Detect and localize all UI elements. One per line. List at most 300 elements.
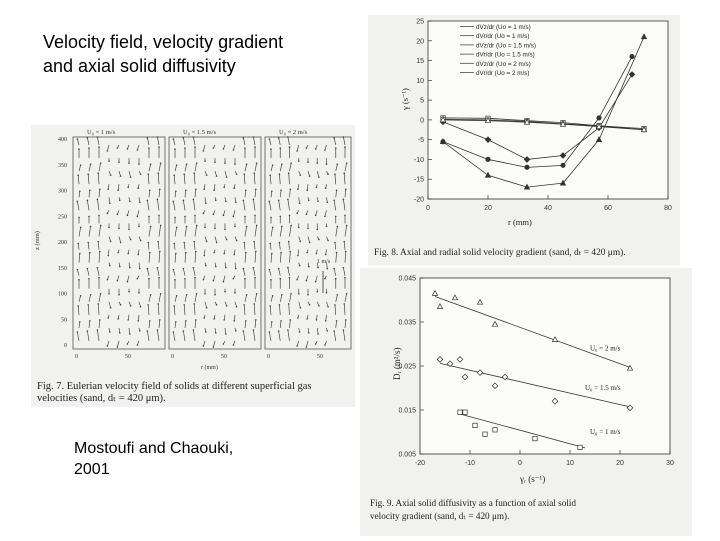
fig8-data-point: [561, 163, 565, 167]
fig7-arrow-head: [236, 306, 238, 308]
fig7-velocity-arrow: [148, 174, 149, 184]
fig7-arrow-head: [327, 173, 329, 175]
fig7-arrow-head: [183, 268, 185, 270]
fig7-arrow-head: [245, 189, 247, 191]
fig7-arrow-head: [216, 175, 218, 177]
fig7-arrow-head: [158, 215, 160, 217]
fig7-arrow-head: [139, 268, 141, 270]
fig7-arrow-head: [270, 217, 272, 219]
fig7-arrow-head: [147, 137, 149, 139]
fig8-data-point: [597, 116, 601, 120]
fig7-arrow-head: [335, 216, 337, 218]
fig7-arrow-head: [223, 215, 225, 217]
fig7-velocity-arrow: [288, 199, 290, 210]
fig7-arrow-head: [97, 267, 99, 269]
fig7-arrow-head: [129, 333, 131, 335]
fig7-arrow-head: [326, 163, 328, 165]
fig7-velocity-arrow: [225, 171, 227, 177]
fig7-x-axis-label: r (mm): [201, 365, 218, 371]
fig7-arrow-head: [87, 304, 89, 306]
fig7-arrow-head: [281, 294, 283, 296]
fig7-arrow-head: [308, 332, 310, 334]
fig7-arrow-head: [194, 146, 196, 148]
fig7-arrow-head: [215, 332, 217, 334]
fig7-velocity-arrow: [87, 138, 89, 145]
fig7-velocity-arrow: [149, 190, 150, 197]
fig7-velocity-arrow: [243, 200, 245, 210]
fig7-arrow-head: [300, 174, 302, 176]
fig7-velocity-arrow: [185, 295, 187, 302]
fig7-velocity-arrow: [279, 200, 281, 210]
fig7-velocity-arrow: [88, 174, 89, 184]
slide-title-line-1: Velocity field, velocity gradient: [43, 32, 284, 52]
fig7-velocity-arrow: [194, 304, 195, 315]
fig7-arrow-head: [253, 172, 255, 174]
fig7-velocity-arrow: [195, 189, 196, 197]
fig7-x-tick: 50: [317, 354, 323, 360]
fig7-velocity-arrow: [279, 305, 280, 315]
fig7-velocity-arrow: [335, 305, 336, 315]
fig7-velocity-arrow: [269, 201, 271, 210]
fig7-velocity-arrow: [195, 320, 196, 328]
fig7-arrow-head: [206, 241, 208, 243]
fig7-arrow-head: [147, 242, 149, 244]
fig7-velocity-arrow: [175, 165, 177, 171]
fig7-arrow-head: [205, 265, 207, 267]
fig7-arrow-head: [279, 278, 281, 280]
fig7-velocity-arrow: [270, 306, 271, 315]
fig7-velocity-arrow: [89, 190, 90, 197]
fig9-x-tick-label: -20: [414, 460, 426, 467]
fig7-velocity-arrow: [334, 331, 336, 341]
fig7-arrow-head: [107, 213, 109, 215]
fig7-velocity-arrow: [336, 226, 338, 236]
fig8-x-tick-label: 40: [544, 205, 552, 212]
fig7-arrow-head: [306, 214, 308, 216]
fig7-velocity-arrow: [203, 145, 205, 151]
fig7-caption-line-2: velocities (sand, dₜ = 420 μm).: [37, 393, 166, 404]
slide-title-line-2: and axial solid diffusivity: [43, 56, 236, 76]
fig7-velocity-arrow: [345, 189, 346, 197]
fig8-y-tick-label: 20: [416, 38, 424, 46]
fig9-data-point: [463, 410, 467, 414]
fig7-velocity-arrow: [213, 341, 215, 347]
fig7-velocity-arrow: [271, 254, 272, 263]
fig7-arrow-head: [256, 293, 258, 295]
fig7-velocity-arrow: [79, 322, 80, 328]
fig7-arrow-head: [77, 174, 79, 176]
fig7-arrow-head: [296, 150, 298, 152]
fig7-velocity-arrow: [253, 199, 255, 210]
fig7-velocity-arrow: [255, 189, 256, 197]
fig7-velocity-arrow: [98, 242, 99, 250]
fig9-data-point: [533, 436, 537, 440]
fig7-arrow-head: [185, 189, 187, 191]
fig7-velocity-arrow: [288, 330, 290, 341]
fig8-legend-entry: dVz/dr (Uo = 2 m/s): [476, 60, 531, 68]
fig7-arrow-head: [346, 225, 348, 227]
fig7-arrow-head: [90, 163, 92, 165]
fig7-arrow-head: [108, 160, 110, 162]
fig7-arrow-head: [147, 200, 149, 202]
fig7-velocity-arrow: [184, 305, 185, 315]
fig7-velocity-arrow: [254, 242, 255, 250]
fig8-x-tick-label: 60: [604, 205, 612, 212]
fig7-arrow-head: [150, 226, 152, 228]
fig7-arrow-head: [118, 161, 120, 163]
fig7-arrow-head: [288, 172, 290, 174]
fig7-arrow-head: [234, 226, 236, 228]
fig7-arrow-head: [203, 255, 205, 257]
fig7-arrow-head: [345, 319, 347, 321]
fig7-arrow-head: [150, 163, 152, 165]
fig7-y-tick: 350: [58, 162, 67, 169]
fig7-arrow-head: [79, 321, 81, 323]
fig7-velocity-arrow: [159, 189, 160, 197]
fig7-velocity-arrow: [149, 253, 150, 263]
fig7-arrow-head: [159, 251, 161, 253]
fig7-arrow-head: [213, 318, 215, 320]
fig7-arrow-head: [89, 189, 91, 191]
fig7-arrow-head: [244, 278, 246, 280]
fig7-arrow-head: [335, 278, 337, 280]
fig7-arrow-head: [269, 138, 271, 140]
fig7-velocity-arrow: [99, 163, 101, 171]
fig7-arrow-head: [203, 150, 205, 152]
fig7-arrow-head: [117, 214, 119, 216]
fig7-velocity-arrow: [345, 252, 346, 263]
fig7-velocity-arrow: [244, 174, 245, 184]
fig7-arrow-head: [344, 277, 346, 279]
fig7-arrow-head: [157, 267, 159, 269]
fig7-arrow-head: [157, 199, 159, 201]
fig7-arrow-head: [309, 304, 311, 306]
fig7-velocity-arrow: [77, 332, 79, 341]
fig7-velocity-arrow: [173, 139, 175, 145]
fig7-arrow-head: [246, 294, 248, 296]
fig7-arrow-head: [278, 268, 280, 270]
fig7-x-tick: 50: [125, 354, 131, 360]
fig7-velocity-arrow: [119, 236, 121, 242]
fig7-arrow-head: [203, 345, 205, 347]
fig7-velocity-arrow: [173, 270, 175, 276]
fig7-arrow-head: [195, 319, 197, 321]
fig8-y-tick-label: 25: [416, 18, 424, 26]
fig7-arrow-head: [117, 147, 119, 149]
fig7-arrow-head: [336, 252, 338, 254]
fig7-arrow-head: [298, 293, 300, 295]
fig9-y-tick-label: 0.025: [398, 363, 416, 371]
fig7-velocity-arrow: [290, 320, 291, 328]
fig7-velocity-arrow: [193, 268, 195, 276]
fig7-arrow-head: [255, 188, 257, 190]
fig7-arrow-head: [253, 329, 255, 331]
fig7-arrow-head: [269, 243, 271, 245]
fig7-arrow-head: [127, 343, 129, 345]
fig7-velocity-arrow: [344, 173, 345, 184]
fig7-arrow-head: [108, 293, 110, 295]
fig7-velocity-arrow: [223, 276, 225, 282]
fig9-caption-line-1: Fig. 9. Axial solid diffusivity as a function of axial solid: [370, 498, 577, 508]
fig7-velocity-arrow: [335, 174, 336, 184]
fig7-velocity-arrow: [254, 304, 255, 315]
fig8-y-tick-label: 0: [420, 117, 424, 125]
fig7-velocity-arrow: [245, 164, 247, 171]
fig7-velocity-arrow: [79, 227, 81, 236]
fig7-velocity-arrow: [79, 296, 81, 302]
fig7-arrow-head: [335, 147, 337, 149]
fig9-y-tick-label: 0.035: [398, 319, 416, 327]
fig7-arrow-head: [98, 277, 100, 279]
fig7-arrow-head: [233, 187, 235, 189]
fig7-velocity-arrow: [97, 268, 99, 276]
fig7-arrow-head: [254, 146, 256, 148]
fig7-velocity-arrow: [215, 236, 217, 242]
fig7-arrow-head: [306, 280, 308, 282]
fig7-arrow-head: [138, 163, 140, 165]
fig7-velocity-arrow: [290, 294, 292, 302]
fig7-arrow-head: [253, 136, 255, 138]
fig7-arrow-head: [184, 216, 186, 218]
fig7-arrow-head: [193, 172, 195, 174]
fig7-x-tick: 0: [171, 354, 174, 360]
fig7-velocity-arrow: [149, 321, 150, 328]
fig7-arrow-head: [225, 267, 227, 269]
fig7-arrow-head: [245, 320, 247, 322]
fig7-y-tick: 300: [58, 188, 67, 195]
fig7-arrow-head: [80, 295, 82, 297]
fig7-arrow-head: [224, 229, 226, 231]
fig7-arrow-head: [290, 293, 292, 295]
fig7-arrow-head: [137, 344, 139, 346]
fig7-velocity-arrow: [245, 190, 246, 197]
fig7-velocity-arrow: [306, 341, 308, 347]
fig7-arrow-head: [109, 331, 111, 333]
fig7-arrow-head: [287, 329, 289, 331]
fig7-arrow-head: [79, 190, 81, 192]
fig7-arrow-head: [88, 216, 90, 218]
fig7-velocity-arrow: [279, 269, 281, 276]
fig7-arrow-head: [327, 268, 329, 270]
fig7-velocity-arrow: [99, 294, 101, 302]
fig7-arrow-head: [289, 277, 291, 279]
fig7-arrow-head: [279, 304, 281, 306]
fig7-arrow-head: [316, 186, 318, 188]
fig7-velocity-arrow: [157, 330, 159, 341]
fig7-arrow-head: [327, 201, 329, 203]
fig7-arrow-head: [334, 173, 336, 175]
fig9-data-point: [473, 423, 477, 427]
fig7-velocity-arrow: [345, 294, 347, 302]
fig7-velocity-arrow: [234, 315, 235, 321]
fig7-arrow-head: [130, 305, 132, 307]
fig7-arrow-head: [204, 293, 206, 295]
fig7-arrow-head: [343, 172, 345, 174]
fig7-arrow-head: [185, 252, 187, 254]
fig7-velocity-arrow: [289, 304, 290, 315]
fig7-velocity-arrow: [253, 330, 255, 341]
fig7-arrow-head: [279, 173, 281, 175]
fig7-arrow-head: [157, 241, 159, 243]
fig7-velocity-arrow: [117, 341, 119, 347]
fig7-velocity-arrow: [255, 252, 256, 263]
fig7-arrow-head: [233, 216, 235, 218]
fig7-arrow-head: [316, 162, 318, 164]
fig7-arrow-head: [80, 227, 82, 229]
fig7-arrow-head: [110, 241, 112, 243]
fig8-y-tick-label: 15: [416, 58, 424, 66]
fig7-velocity-arrow: [87, 269, 89, 276]
fig9-data-point: [483, 432, 487, 436]
fig7-arrow-head: [327, 240, 329, 242]
fig7-velocity-arrow: [77, 201, 79, 210]
fig7-arrow-head: [176, 295, 178, 297]
fig7-velocity-arrow: [253, 268, 255, 276]
fig7-arrow-head: [223, 319, 225, 321]
fig7-arrow-head: [344, 215, 346, 217]
fig8-legend-entry: dVz/dr (Uo = 1 m/s): [476, 24, 531, 31]
fig7-arrow-head: [296, 279, 298, 281]
fig7-arrow-head: [287, 267, 289, 269]
fig7-arrow-head: [78, 148, 80, 150]
fig7-arrow-head: [253, 199, 255, 201]
fig7-velocity-arrow: [185, 164, 187, 171]
fig7-arrow-head: [175, 321, 177, 323]
fig7-arrow-head: [308, 266, 310, 268]
fig7-velocity-arrow: [149, 164, 151, 171]
fig7-arrow-head: [224, 291, 226, 293]
fig7-x-tick: 0: [75, 354, 78, 360]
fig8-data-point: [630, 54, 634, 58]
fig7-arrow-head: [318, 239, 320, 241]
fig7-arrow-head: [175, 253, 177, 255]
fig7-arrow-head: [224, 162, 226, 164]
fig7-arrow-head: [174, 148, 176, 150]
fig7-arrow-head: [243, 200, 245, 202]
fig7-arrow-head: [137, 278, 139, 280]
fig7-velocity-arrow: [97, 199, 99, 210]
fig7-arrow-head: [334, 242, 336, 244]
fig7-arrow-head: [254, 215, 256, 217]
fig7-arrow-head: [137, 187, 139, 189]
fig7-arrow-head: [127, 253, 129, 255]
fig7-arrow-head: [100, 162, 102, 164]
fig7-arrow-head: [345, 251, 347, 253]
fig7-arrow-head: [253, 267, 255, 269]
fig7-arrow-head: [318, 176, 320, 178]
fig7-arrow-head: [346, 293, 348, 295]
fig7-velocity-arrow: [335, 243, 336, 250]
fig7-velocity-arrow: [78, 175, 79, 184]
fig7-velocity-arrow: [308, 236, 310, 242]
fig7-arrow-head: [176, 164, 178, 166]
fig7-arrow-head: [87, 242, 89, 244]
fig7-arrow-head: [343, 241, 345, 243]
fig7-arrow-head: [343, 303, 345, 305]
fig7-arrow-head: [173, 305, 175, 307]
fig7-velocity-arrow: [175, 227, 177, 236]
fig7-arrow-head: [271, 253, 273, 255]
fig7-velocity-arrow: [288, 137, 290, 145]
fig7-arrow-head: [223, 281, 225, 283]
fig7-arrow-head: [327, 306, 329, 308]
fig7-arrow-head: [148, 147, 150, 149]
fig8-x-tick-label: 20: [484, 205, 492, 212]
fig7-velocity-arrow: [79, 191, 80, 197]
fig7-velocity-arrow: [254, 173, 255, 184]
fig7-arrow-head: [120, 175, 122, 177]
fig7-arrow-head: [214, 294, 216, 296]
fig7-arrow-head: [280, 189, 282, 191]
fig7-arrow-head: [298, 160, 300, 162]
fig7-velocity-arrow: [159, 294, 161, 302]
fig7-arrow-head: [270, 148, 272, 150]
fig7-velocity-arrow: [288, 268, 290, 276]
fig7-arrow-head: [296, 213, 298, 215]
fig7-arrow-head: [269, 201, 271, 203]
fig7-arrow-head: [327, 330, 329, 332]
fig7-arrow-head: [233, 254, 235, 256]
fig7-arrow-head: [120, 304, 122, 306]
fig7-arrow-head: [147, 268, 149, 270]
fig7-arrow-head: [173, 243, 175, 245]
fig7-velocity-arrow: [269, 270, 271, 276]
fig7-arrow-head: [128, 229, 130, 231]
fig7-arrow-head: [287, 199, 289, 201]
fig7-velocity-arrow: [255, 163, 257, 171]
fig8-data-point: [486, 157, 490, 161]
fig8-legend-entry: dVr/dr (Uo = 1 m/s): [476, 33, 530, 41]
fig7-arrow-head: [326, 226, 328, 228]
fig7-arrow-head: [343, 199, 345, 201]
fig7-velocity-arrow: [148, 305, 149, 315]
fig7-arrow-head: [176, 227, 178, 229]
fig7-velocity-arrow: [78, 306, 79, 315]
fig8-y-tick-label: 10: [416, 77, 424, 85]
fig7-velocity-arrow: [316, 276, 318, 282]
fig7-velocity-arrow: [193, 137, 195, 145]
fig7-velocity-arrow: [245, 321, 246, 328]
fig7-arrow-head: [272, 227, 274, 229]
fig7-arrow-head: [316, 291, 318, 293]
fig7-arrow-head: [196, 293, 198, 295]
fig7-y-tick: 200: [58, 240, 67, 246]
fig7-arrow-head: [243, 330, 245, 332]
fig7-arrow-head: [244, 147, 246, 149]
fig7-arrow-head: [139, 201, 141, 203]
fig7-velocity-arrow: [157, 268, 159, 276]
slide-title: [43, 30, 363, 78]
fig7-arrow-head: [333, 330, 335, 332]
fig7-arrow-head: [196, 225, 198, 227]
fig7-velocity-arrow: [194, 242, 195, 250]
fig7-arrow-head: [271, 321, 273, 323]
fig7-velocity-arrow: [185, 321, 186, 328]
fig7-velocity-arrow: [271, 322, 272, 328]
fig7-arrow-head: [317, 267, 319, 269]
fig7-arrow-head: [306, 189, 308, 191]
fig7-arrow-head: [279, 242, 281, 244]
fig7-arrow-head: [269, 331, 271, 333]
fig7-arrow-head: [107, 255, 109, 257]
fig7-arrow-head: [308, 199, 310, 201]
fig7-arrow-head: [255, 251, 257, 253]
fig7-arrow-head: [316, 253, 318, 255]
fig7-arrow-head: [160, 162, 162, 164]
fig7-arrow-head: [343, 267, 345, 269]
fig7-arrow-head: [324, 278, 326, 280]
fig7-arrow-head: [97, 199, 99, 201]
